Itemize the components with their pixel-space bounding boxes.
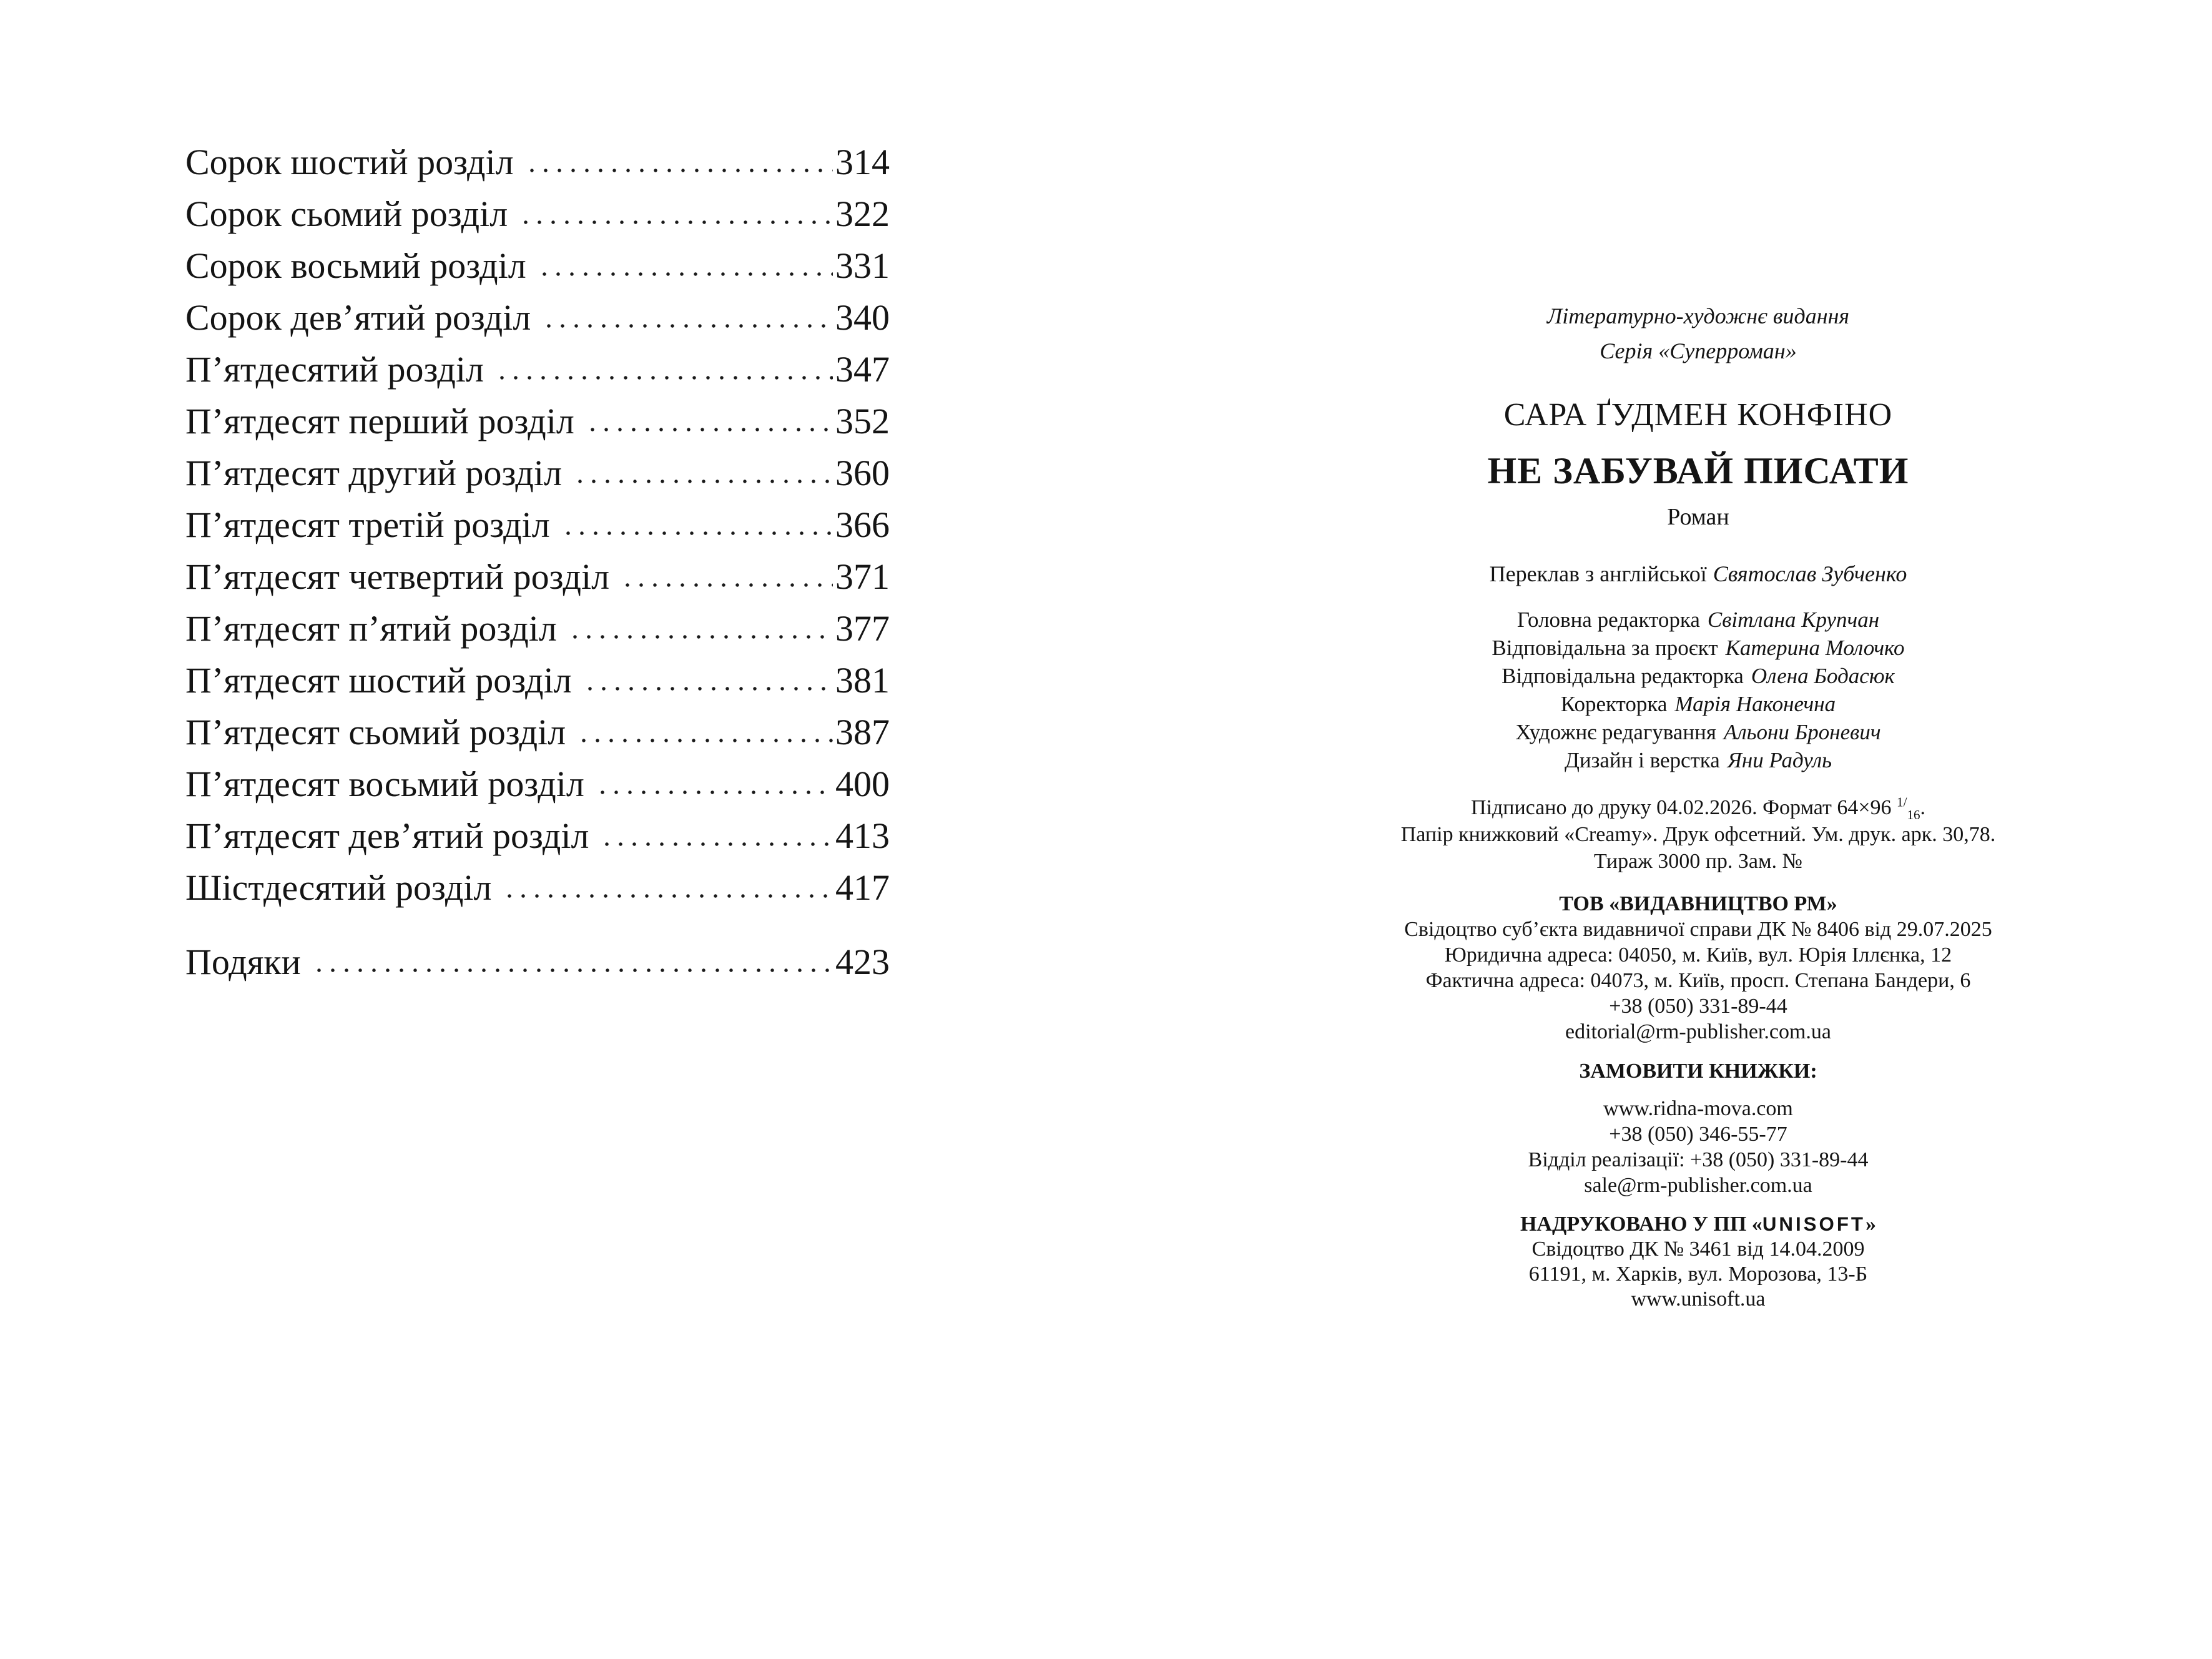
- publisher-phone: +38 (050) 331-89-44: [1609, 995, 1787, 1018]
- toc-row: [185, 292, 890, 343]
- publisher-legal-address: Юридична адреса: 04050, м. Київ, вул. Юрія Іллєнка, 12: [1444, 943, 1952, 967]
- toc-dot-leader: [599, 810, 833, 862]
- toc-entry-page: 340: [835, 297, 890, 338]
- toc-row: [185, 188, 890, 240]
- author-name: САРА ҐУДМЕН КОНФІНО: [1503, 397, 1893, 433]
- credit-name: Катерина Молочко: [1725, 636, 1905, 660]
- translator-line: [1292, 559, 2104, 588]
- toc-entry-page: 360: [835, 453, 890, 493]
- credit-name: Альони Броневич: [1723, 720, 1881, 744]
- toc-row: [185, 706, 890, 758]
- toc-dot-leader: [541, 292, 833, 343]
- book-title: НЕ ЗАБУВАЙ ПИСАТИ: [1487, 450, 1909, 491]
- credit-role: Головна редакторка: [1516, 608, 1700, 632]
- toc-dot-leader: [567, 603, 833, 654]
- credit-role: Дизайн і верстка: [1564, 748, 1720, 772]
- translator-label: Переклав з англійської: [1489, 561, 1707, 586]
- credit-role: Відповідальна за проєкт: [1492, 636, 1718, 660]
- toc-dot-leader: [594, 758, 833, 810]
- toc-entry-title: П’ятдесят четвертий розділ: [185, 556, 610, 597]
- edition-block: [1292, 298, 2104, 368]
- toc-entry-title: П’ятдесят дев’ятий розділ: [185, 815, 589, 856]
- credit-row: [1292, 718, 2104, 746]
- credit-row: [1292, 746, 2104, 774]
- credit-row: [1292, 606, 2104, 634]
- toc-row: [185, 395, 890, 447]
- toc-entry-page: 371: [835, 556, 890, 597]
- credit-name: Олена Бодасюк: [1751, 664, 1895, 688]
- toc-entry-page: 413: [835, 815, 890, 856]
- toc-entry-page: 377: [835, 608, 890, 649]
- credit-row: [1292, 662, 2104, 690]
- toc-dot-leader: [501, 862, 833, 913]
- toc-row: [185, 862, 890, 913]
- toc-entry-page: 423: [835, 942, 890, 982]
- credit-row: [1292, 634, 2104, 662]
- edition-note: Літературно-художнє видання: [1546, 303, 1850, 328]
- toc-entry-page: 417: [835, 867, 890, 908]
- toc-entry-page: 331: [835, 245, 890, 286]
- publisher-block: [1292, 891, 2104, 1045]
- printing-heading-pre: НАДРУКОВАНО У ПП «: [1520, 1213, 1762, 1236]
- publisher-certificate: Свідоцтво суб’єкта видавничої справи ДК № 8406 від 29.07.2025: [1404, 918, 1992, 941]
- toc-entry-title: П’ятдесятий розділ: [185, 349, 484, 390]
- toc-entry-page: 381: [835, 660, 890, 701]
- toc-entry-page: 387: [835, 712, 890, 752]
- toc-dot-leader: [560, 499, 833, 551]
- toc-entry-title: Подяки: [185, 942, 301, 982]
- toc-entry-title: П’ятдесят шостий розділ: [185, 660, 572, 701]
- publisher-email: editorial@rm-publisher.com.ua: [1565, 1020, 1831, 1043]
- printing-heading: [1292, 1212, 2104, 1237]
- toc-row: [185, 136, 890, 188]
- toc-dot-leader: [572, 447, 833, 499]
- order-block: [1292, 1096, 2104, 1198]
- toc-dot-leader: [494, 343, 833, 395]
- printing-heading-post: »: [1865, 1213, 1877, 1236]
- toc-entry-title: Сорок дев’ятий розділ: [185, 297, 531, 338]
- toc-row: [185, 654, 890, 706]
- toc-row: [185, 499, 890, 551]
- credit-name: Яни Радуль: [1727, 748, 1832, 772]
- toc-row: [185, 447, 890, 499]
- imprint-format-sub: 16: [1907, 807, 1920, 822]
- toc-dot-leader: [576, 706, 833, 758]
- toc-dot-leader: [536, 240, 833, 292]
- toc-entry-title: Сорок шостий розділ: [185, 142, 514, 182]
- toc-entry-title: Сорок восьмий розділ: [185, 245, 526, 286]
- colophon-page: [1292, 298, 2104, 1312]
- toc-entry-page: 347: [835, 349, 890, 390]
- translator-name: Святослав Зубченко: [1713, 561, 1907, 586]
- imprint-block: [1292, 794, 2104, 875]
- order-phone: +38 (050) 346-55-77: [1609, 1123, 1787, 1146]
- toc-entry-title: Сорок сьомий розділ: [185, 194, 508, 234]
- imprint-format-post: .: [1920, 796, 1926, 819]
- toc-dot-leader: [518, 188, 833, 240]
- printing-certificate: Свідоцтво ДК № 3461 від 14.04.2009: [1531, 1238, 1865, 1261]
- order-website: www.ridna-mova.com: [1603, 1097, 1793, 1120]
- toc-entry-page: 400: [835, 764, 890, 804]
- toc-entry-title: П’ятдесят другий розділ: [185, 453, 562, 493]
- imprint-format-sup: 1/: [1897, 794, 1907, 810]
- series-name: Серія «Суперроман»: [1600, 338, 1797, 363]
- publisher-actual-address: Фактична адреса: 04073, м. Київ, просп. Степана Бандери, 6: [1425, 969, 1971, 992]
- genre-label: Роман: [1667, 504, 1729, 530]
- toc-entry-title: П’ятдесят восьмий розділ: [185, 764, 584, 804]
- credit-row: [1292, 690, 2104, 718]
- credit-role: Художнє редагування: [1515, 720, 1716, 744]
- toc-dot-leader: [619, 551, 833, 603]
- toc-entry-title: П’ятдесят третій розділ: [185, 505, 550, 545]
- toc-entry-page: 366: [835, 505, 890, 545]
- toc-page: [185, 136, 890, 988]
- order-sales-line: Відділ реалізації: +38 (050) 331-89-44: [1528, 1148, 1869, 1171]
- printing-address: 61191, м. Харків, вул. Морозова, 13-Б: [1528, 1263, 1868, 1286]
- toc-entry-title: П’ятдесят перший розділ: [185, 401, 574, 441]
- toc-row: [185, 240, 890, 292]
- printer-brand: UNISOFT: [1762, 1213, 1866, 1235]
- imprint-print-run-line: Тираж 3000 пр. Зам. №: [1594, 850, 1802, 873]
- order-heading: ЗАМОВИТИ КНИЖКИ:: [1579, 1060, 1817, 1083]
- publisher-name: ТОВ «ВИДАВНИЦТВО РМ»: [1559, 892, 1837, 915]
- toc-entry-title: П’ятдесят сьомий розділ: [185, 712, 566, 752]
- credit-name: Світлана Крупчан: [1707, 608, 1880, 632]
- credit-role: Відповідальна редакторка: [1502, 664, 1744, 688]
- toc-entry-title: П’ятдесят п’ятий розділ: [185, 608, 557, 649]
- toc-entry-page: 352: [835, 401, 890, 441]
- toc-dot-leader: [311, 936, 833, 988]
- printing-website: www.unisoft.ua: [1631, 1287, 1766, 1311]
- toc-dot-leader: [582, 654, 833, 706]
- imprint-paper-line: Папір книжковий «Creamy». Друк офсетний. Ум. друк. арк. 30,78.: [1400, 823, 1996, 846]
- toc-entry-page: 322: [835, 194, 890, 234]
- toc-entry-title: Шістдесятий розділ: [185, 867, 492, 908]
- credits-list: [1292, 606, 2104, 774]
- toc-row: [185, 603, 890, 654]
- toc-entry-page: 314: [835, 142, 890, 182]
- credit-name: Марія Наконечна: [1674, 692, 1836, 716]
- toc-row: [185, 343, 890, 395]
- order-email: sale@rm-publisher.com.ua: [1584, 1174, 1812, 1197]
- printing-block: [1292, 1212, 2104, 1312]
- toc-dot-leader: [524, 136, 833, 188]
- toc-row: [185, 810, 890, 862]
- toc-row-acknowledgements: [185, 936, 890, 988]
- imprint-format-pre: Підписано до друку 04.02.2026. Формат 64×96: [1470, 796, 1897, 819]
- credit-role: Коректорка: [1560, 692, 1668, 716]
- toc-row: [185, 551, 890, 603]
- toc-row: [185, 758, 890, 810]
- toc-dot-leader: [584, 395, 833, 447]
- imprint-format-line: [1292, 794, 2104, 821]
